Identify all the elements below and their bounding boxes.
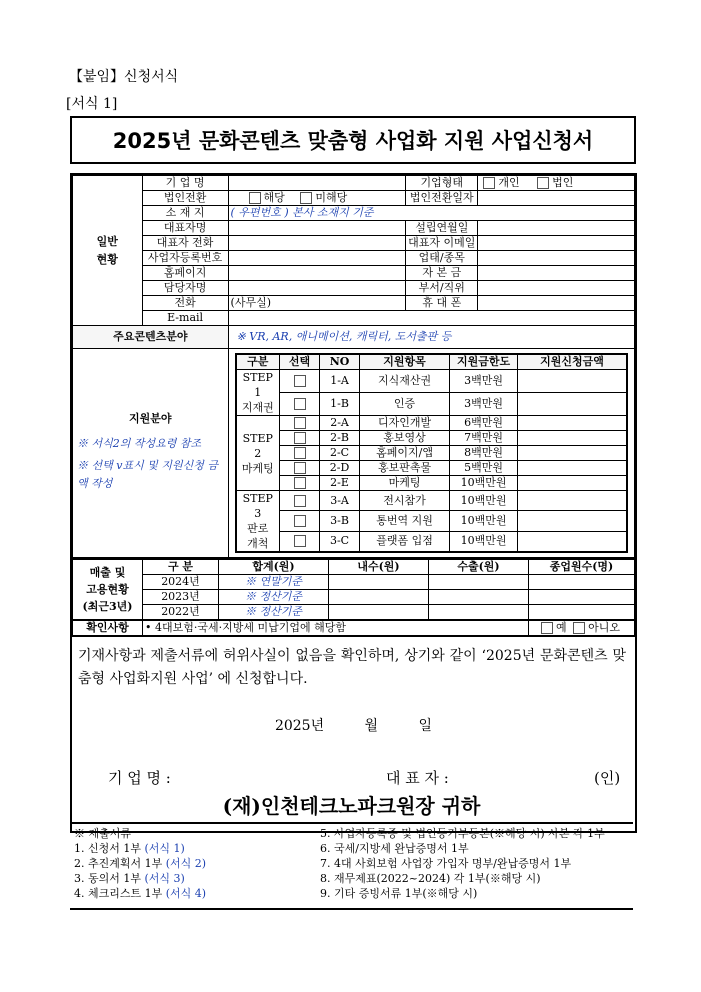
label-ceo: 대표자명	[142, 221, 228, 236]
general-table	[72, 175, 635, 558]
support-limit: 6백만원	[450, 416, 518, 431]
support-no: 3-C	[320, 531, 360, 552]
sales-total-input[interactable]	[219, 575, 329, 590]
date-day: 일	[418, 718, 433, 734]
document-item: 7. 4대 사회보험 사업장 가입자 명부/완납증명서 1부	[320, 857, 572, 870]
confirm-text: • 4대보험·국세·지방세 미납기업에 해당함	[143, 620, 529, 636]
support-table-cell	[228, 349, 634, 558]
checkbox-3c[interactable]	[294, 535, 306, 547]
support-header: 지원항목	[360, 354, 450, 370]
support-checkbox-cell	[280, 461, 320, 476]
support-section-label	[73, 349, 229, 558]
label-phone: 전화	[142, 296, 228, 311]
input-biz-no[interactable]	[228, 251, 406, 266]
support-no: 2-B	[320, 431, 360, 446]
input-homepage[interactable]	[228, 266, 406, 281]
documents-left	[74, 826, 206, 901]
option-corp: 법인	[552, 176, 574, 189]
checkbox-applicable[interactable]	[249, 192, 261, 204]
sales-table	[72, 558, 635, 636]
input-dept[interactable]	[478, 281, 635, 296]
sales-header: 합계(원)	[219, 559, 329, 575]
application-form	[70, 173, 637, 833]
sales-employees-input[interactable]	[529, 605, 635, 621]
sales-year: 2024년	[143, 575, 219, 590]
input-industry[interactable]	[478, 251, 635, 266]
document-item: 2. 추진계획서 1부 (서식 2)	[74, 857, 207, 870]
support-item: 플랫폼 입점	[360, 531, 450, 552]
input-ceo-email[interactable]	[478, 236, 635, 251]
support-amount-input[interactable]	[518, 393, 627, 416]
signature-seal: (인)	[594, 769, 621, 787]
document-item: 8. 재무제표(2022~2024) 각 1부(※해당 시)	[320, 872, 541, 885]
label-founded: 설립연월일	[406, 221, 478, 236]
confirm-label: 확인사항	[73, 620, 143, 636]
company-type-options	[478, 176, 635, 191]
input-company-name[interactable]	[228, 176, 406, 191]
label-content-field: 주요콘텐츠분야	[73, 326, 229, 349]
support-no: 2-A	[320, 416, 360, 431]
step2-label: STEP 2 마케팅	[236, 416, 280, 491]
support-item: 홍보판촉물	[360, 461, 450, 476]
support-header: 지원신청금액	[518, 354, 627, 370]
support-limit: 3백만원	[450, 393, 518, 416]
support-no: 1-B	[320, 393, 360, 416]
sales-note: ※ 정산기준	[244, 590, 302, 603]
checkbox-2e[interactable]	[294, 477, 306, 489]
checkbox-2a[interactable]	[294, 417, 306, 429]
support-limit: 10백만원	[450, 511, 518, 531]
support-item: 마케팅	[360, 476, 450, 491]
sales-employees-input[interactable]	[529, 575, 635, 590]
support-checkbox-cell	[280, 476, 320, 491]
document-item: 9. 기타 증빙서류 1부(※해당 시)	[320, 887, 478, 900]
support-checkbox-cell	[280, 446, 320, 461]
documents-header: ※ 제출서류	[74, 827, 132, 840]
input-ceo[interactable]	[228, 221, 406, 236]
support-checkbox-cell	[280, 416, 320, 431]
label-ceo-phone: 대표자 전화	[142, 236, 228, 251]
sales-header: 수출(원)	[429, 559, 529, 575]
support-header: 선택	[280, 354, 320, 370]
form-label: [서식 1]	[66, 96, 118, 112]
office-hint: (사무실)	[230, 296, 272, 309]
support-amount-input[interactable]	[518, 491, 627, 511]
sales-export-input[interactable]	[429, 605, 529, 621]
support-item: 전시참가	[360, 491, 450, 511]
label-ceo-email: 대표자 이메일	[406, 236, 478, 251]
input-manager[interactable]	[228, 281, 406, 296]
address-postcode-hint: ( 우편번호 )	[230, 206, 289, 219]
support-limit: 5백만원	[450, 461, 518, 476]
checkbox-2c[interactable]	[294, 447, 306, 459]
input-phone[interactable]	[228, 296, 406, 311]
label-address: 소 재 지	[142, 206, 228, 221]
corp-conversion-options	[228, 191, 406, 206]
support-item: 디자인개발	[360, 416, 450, 431]
label-biz-no: 사업자등록번호	[142, 251, 228, 266]
label-capital: 자 본 금	[406, 266, 478, 281]
documents-right	[320, 826, 605, 901]
label-manager: 담당자명	[142, 281, 228, 296]
sales-employees-input[interactable]	[529, 590, 635, 605]
application-date	[72, 715, 635, 735]
checkbox-not-applicable[interactable]	[300, 192, 312, 204]
sales-year: 2023년	[143, 590, 219, 605]
sales-section-label: 매출 및 고용현황 (최근3년)	[73, 559, 143, 620]
signature-company: 기 업 명 :	[108, 769, 171, 787]
input-email[interactable]	[228, 311, 634, 326]
signature-ceo: 대 표 자 :	[386, 769, 449, 787]
date-month: 월	[364, 718, 379, 734]
sales-year: 2022년	[143, 605, 219, 621]
support-no: 1-A	[320, 370, 360, 393]
document-item: 4. 체크리스트 1부 (서식 4)	[74, 887, 207, 900]
confirm-options	[529, 620, 635, 636]
support-limit: 10백만원	[450, 531, 518, 552]
checkbox-3b[interactable]	[294, 515, 306, 527]
declaration-text: 기재사항과 제출서류에 허위사실이 없음을 확인하며, 상기와 같이 ‘2025년 문화콘텐츠 맞춤형 사업화지원 사업’ 에 신청합니다.	[78, 648, 626, 687]
sales-export-input[interactable]	[429, 590, 529, 605]
checkbox-individual[interactable]	[483, 177, 495, 189]
support-limit: 3백만원	[450, 370, 518, 393]
support-header: NO	[320, 354, 360, 370]
document-item: 6. 국세/지방세 완납증명서 1부	[320, 842, 469, 855]
option-yes: 예	[556, 621, 567, 634]
support-no: 2-D	[320, 461, 360, 476]
label-industry: 업태/종목	[406, 251, 478, 266]
page-title: 2025년 문화콘텐츠 맞춤형 사업화 지원 사업신청서	[70, 116, 636, 164]
label-mobile: 휴 대 폰	[406, 296, 478, 311]
input-mobile[interactable]	[478, 296, 635, 311]
label-company-name: 기 업 명	[142, 176, 228, 191]
label-dept: 부서/직위	[406, 281, 478, 296]
sales-domestic-input[interactable]	[329, 575, 429, 590]
option-applicable: 해당	[263, 191, 285, 204]
recipient: (재)인천테크노파크원장 귀하	[222, 794, 481, 818]
sales-header: 내수(원)	[329, 559, 429, 575]
support-limit: 8백만원	[450, 446, 518, 461]
checkbox-2b[interactable]	[294, 432, 306, 444]
support-limit: 10백만원	[450, 476, 518, 491]
document-item: 5. 사업자등록증 및 법인등기부등본(※해당 시) 사본 각 1부	[320, 827, 605, 840]
support-amount-input[interactable]	[518, 461, 627, 476]
support-checkbox-cell	[280, 393, 320, 416]
support-limit: 10백만원	[450, 491, 518, 511]
label-homepage: 홈페이지	[142, 266, 228, 281]
documents-list	[70, 822, 633, 910]
checkbox-no[interactable]	[573, 622, 585, 634]
step3-label: STEP 3 판로 개척	[236, 491, 280, 553]
sales-total-input[interactable]	[219, 590, 329, 605]
step1-label: STEP 1 지재권	[236, 370, 280, 416]
support-item: 홍보영상	[360, 431, 450, 446]
support-item: 통번역 지원	[360, 511, 450, 531]
support-header: 지원금한도	[450, 354, 518, 370]
input-founded[interactable]	[478, 221, 635, 236]
document-item: 3. 동의서 1부 (서식 3)	[74, 872, 185, 885]
checkbox-yes[interactable]	[541, 622, 553, 634]
label-corp-conversion-date: 법인전환일자	[406, 191, 478, 206]
sales-header: 종업원수(명)	[529, 559, 635, 575]
support-amount-input[interactable]	[518, 431, 627, 446]
input-address[interactable]	[228, 206, 634, 221]
support-checkbox-cell	[280, 531, 320, 552]
general-section-label: 일반 현황	[73, 176, 143, 326]
support-amount-input[interactable]	[518, 531, 627, 552]
input-content-field[interactable]	[228, 326, 634, 349]
option-no: 아니오	[588, 621, 621, 634]
sales-note: ※ 연말기준	[244, 575, 302, 588]
input-capital[interactable]	[478, 266, 635, 281]
document-item: 1. 신청서 1부 (서식 1)	[74, 842, 185, 855]
support-item: 홈페이지/앱	[360, 446, 450, 461]
support-amount-input[interactable]	[518, 446, 627, 461]
label-corp-conversion: 법인전환	[142, 191, 228, 206]
label-email: E-mail	[142, 311, 228, 326]
attachment-label: 【붙임】신청서식	[69, 69, 179, 85]
support-amount-input[interactable]	[518, 370, 627, 393]
sales-total-input[interactable]	[219, 605, 329, 621]
support-checkbox-cell	[280, 431, 320, 446]
support-item: 인증	[360, 393, 450, 416]
support-amount-input[interactable]	[518, 416, 627, 431]
checkbox-1a[interactable]	[294, 375, 306, 387]
sales-export-input[interactable]	[429, 575, 529, 590]
checkbox-3a[interactable]	[294, 495, 306, 507]
support-amount-input[interactable]	[518, 476, 627, 491]
content-field-hint: ※ VR, AR, 애니메이션, 캐릭터, 도서출판 등	[236, 330, 452, 343]
checkbox-2d[interactable]	[294, 462, 306, 474]
support-item: 지식재산권	[360, 370, 450, 393]
option-individual: 개인	[498, 176, 520, 189]
support-note-2: ※ 선택 v표시 및 지원신청 금액 작성	[77, 459, 218, 490]
sales-domestic-input[interactable]	[329, 605, 429, 621]
support-no: 3-B	[320, 511, 360, 531]
support-no: 3-A	[320, 491, 360, 511]
address-hint: 본사 소재지 기준	[292, 206, 374, 219]
support-note-1: ※ 서식2의 작성요령 참조	[77, 437, 202, 450]
input-ceo-phone[interactable]	[228, 236, 406, 251]
sales-header: 구 분	[143, 559, 219, 575]
support-label: 지원분야	[129, 412, 172, 425]
support-limit: 7백만원	[450, 431, 518, 446]
support-table	[235, 353, 628, 553]
support-amount-input[interactable]	[518, 511, 627, 531]
support-header: 구분	[236, 354, 280, 370]
support-no: 2-E	[320, 476, 360, 491]
support-checkbox-cell	[280, 491, 320, 511]
sales-note: ※ 정산기준	[244, 605, 302, 618]
checkbox-corp[interactable]	[537, 177, 549, 189]
sales-domestic-input[interactable]	[329, 590, 429, 605]
checkbox-1b[interactable]	[294, 398, 306, 410]
input-corp-conversion-date[interactable]	[478, 191, 635, 206]
label-company-type: 기업형태	[406, 176, 478, 191]
support-no: 2-C	[320, 446, 360, 461]
support-checkbox-cell	[280, 370, 320, 393]
support-checkbox-cell	[280, 511, 320, 531]
option-not-applicable: 미해당	[315, 191, 348, 204]
date-year: 2025년	[274, 718, 325, 734]
